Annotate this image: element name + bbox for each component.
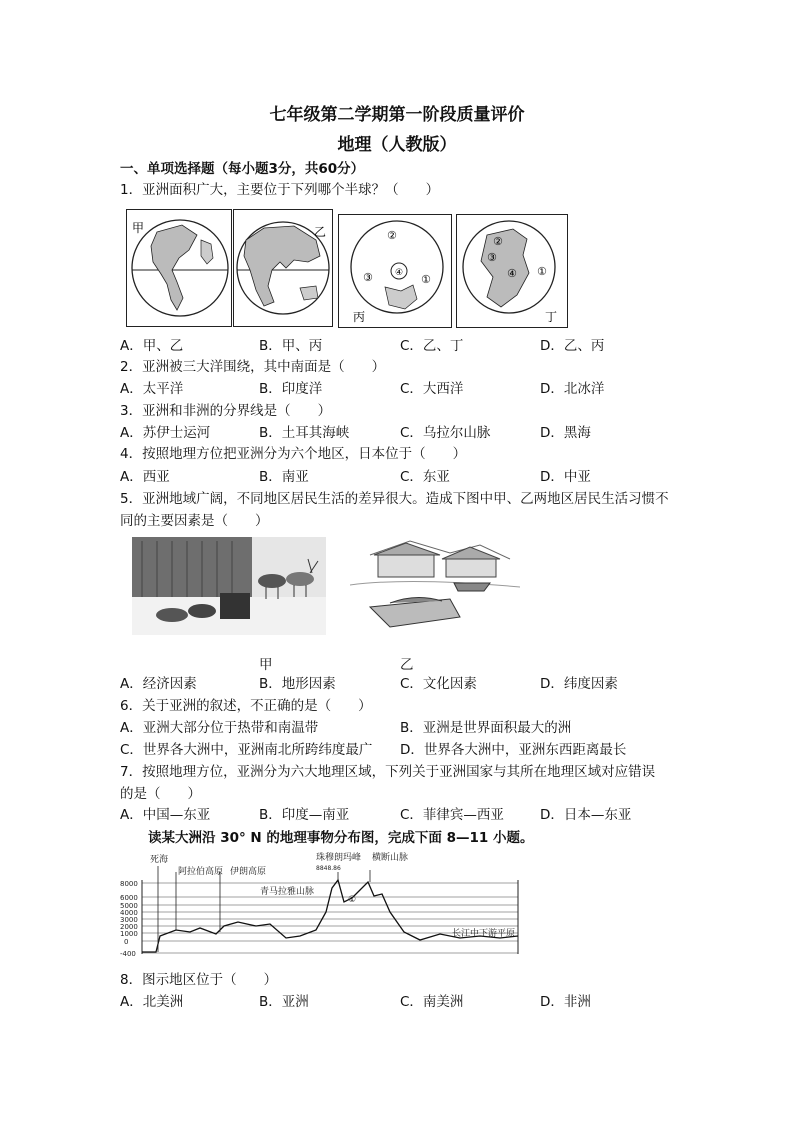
q2-option-a: A．太平洋: [120, 381, 184, 397]
map-label-jia: 甲: [132, 221, 145, 235]
q7-option-a: A．中国—东亚: [120, 807, 211, 823]
svg-text:③: ③: [487, 251, 497, 264]
q5-option-b: B．地形因素: [259, 676, 336, 692]
polar-map-bing: [338, 214, 452, 328]
svg-text:8000: 8000: [120, 880, 138, 888]
q7-option-c: C．菲律宾—西亚: [400, 807, 504, 823]
q1-option-c: C．乙、丁: [400, 338, 464, 354]
svg-text:死海: 死海: [150, 855, 169, 865]
photo-yi-water-village: [350, 537, 520, 635]
hemisphere-map-yi: [233, 209, 333, 327]
question-7-line-2: 的是（ ）: [120, 786, 201, 802]
svg-text:4000: 4000: [120, 909, 138, 917]
q7-option-d: D．日本—东亚: [540, 807, 632, 823]
question-4: 4．按照地理方位把亚洲分为六个地区，日本位于（ ）: [120, 446, 467, 462]
q8-option-a: A．北美洲: [120, 994, 184, 1010]
q1-option-d: D．乙、丙: [540, 338, 605, 354]
q8-option-b: B．亚洲: [259, 994, 309, 1010]
q2-option-c: C．大西洋: [400, 381, 464, 397]
svg-text:伊朗高原: 伊朗高原: [230, 867, 267, 877]
photo-jia-reindeer: [132, 537, 326, 635]
svg-text:①: ①: [421, 273, 431, 286]
question-3: 3．亚洲和非洲的分界线是（ ）: [120, 403, 332, 419]
q3-option-b: B．土耳其海峡: [259, 425, 350, 441]
question-7-line-1: 7．按照地理方位，亚洲分为六大地理区域，下列关于亚洲国家与其所在地理区域对应错误: [120, 764, 656, 780]
q6-option-c: C．世界各大洲中，亚洲南北所跨纬度最广: [120, 742, 373, 758]
q3-option-c: C．乌拉尔山脉: [400, 425, 491, 441]
svg-text:1000: 1000: [120, 930, 138, 938]
q5-option-c: C．文化因素: [400, 676, 477, 692]
photo-caption-jia: 甲: [259, 657, 273, 673]
polar-map-ding: [456, 214, 568, 328]
q6-option-a: A．亚洲大部分位于热带和南温带: [120, 720, 319, 736]
q2-option-b: B．印度洋: [259, 381, 323, 397]
q3-option-a: A．苏伊士运河: [120, 425, 211, 441]
q4-option-d: D．中亚: [540, 469, 591, 485]
q4-option-b: B．南亚: [259, 469, 309, 485]
svg-text:④: ④: [507, 267, 517, 280]
svg-text:-400: -400: [120, 950, 136, 958]
svg-text:5000: 5000: [120, 902, 138, 910]
svg-text:④: ④: [395, 268, 404, 278]
photo-caption-yi: 乙: [400, 657, 414, 673]
question-8: 8．图示地区位于（ ）: [120, 972, 278, 988]
page-title: 七年级第二学期第一阶段质量评价: [269, 105, 525, 125]
question-5-line-2: 同的主要因素是（ ）: [120, 513, 269, 529]
map-label-yi: 乙: [314, 225, 327, 239]
q7-option-b: B．印度—南亚: [259, 807, 350, 823]
q4-option-a: A．西亚: [120, 469, 170, 485]
map-label-bing: 丙: [353, 310, 366, 324]
q1-option-b: B．甲、丙: [259, 338, 323, 354]
section-heading: 一、单项选择题（每小题3分，共60分）: [120, 161, 365, 177]
question-6: 6．关于亚洲的叙述，不正确的是（ ）: [120, 698, 372, 714]
svg-text:青马拉雅山脉: 青马拉雅山脉: [260, 887, 315, 897]
svg-text:3000: 3000: [120, 916, 138, 924]
question-1: 1．亚洲面积广大，主要位于下列哪个半球？（ ）: [120, 182, 440, 198]
question-5-line-1: 5．亚洲地域广阔，不同地区居民生活的差异很大。造成下图中甲、乙两地区居民生活习惯不: [120, 491, 669, 507]
q1-option-a: A．甲、乙: [120, 338, 184, 354]
q6-option-d: D．世界各大洲中，亚洲东西距离最长: [400, 742, 627, 758]
svg-text:②: ②: [387, 229, 397, 242]
svg-text:横断山脉: 横断山脉: [372, 853, 409, 863]
q8-option-d: D．非洲: [540, 994, 591, 1010]
q2-option-d: D．北冰洋: [540, 381, 605, 397]
terrain-profile-30n: [120, 852, 524, 960]
svg-text:阿拉伯高原: 阿拉伯高原: [178, 867, 224, 877]
map-label-ding: 丁: [545, 310, 558, 324]
question-2: 2．亚洲被三大洋围绕，其中南面是（ ）: [120, 359, 386, 375]
q5-option-d: D．纬度因素: [540, 676, 618, 692]
svg-text:②: ②: [493, 235, 503, 248]
svg-text:长江中下游平原: 长江中下游平原: [452, 929, 516, 939]
svg-text:0: 0: [124, 938, 129, 946]
q6-option-b: B．亚洲是世界面积最大的洲: [400, 720, 572, 736]
svg-text:③: ③: [363, 271, 373, 284]
svg-text:2000: 2000: [120, 923, 138, 931]
svg-text:8848.86: 8848.86: [316, 865, 341, 872]
svg-text:6000: 6000: [120, 894, 138, 902]
q4-option-c: C．东亚: [400, 469, 450, 485]
svg-text:①: ①: [537, 265, 547, 278]
svg-text:珠穆朗玛峰: 珠穆朗玛峰: [316, 853, 362, 863]
svg-text:①: ①: [348, 895, 357, 905]
q3-option-d: D．黑海: [540, 425, 591, 441]
q8-option-c: C．南美洲: [400, 994, 464, 1010]
profile-intro: 读某大洲沿 30° N 的地理事物分布图，完成下面 8—11 小题。: [148, 830, 534, 846]
q5-option-a: A．经济因素: [120, 676, 197, 692]
hemisphere-map-jia: [126, 209, 232, 327]
page-subtitle: 地理（人教版）: [337, 135, 457, 155]
